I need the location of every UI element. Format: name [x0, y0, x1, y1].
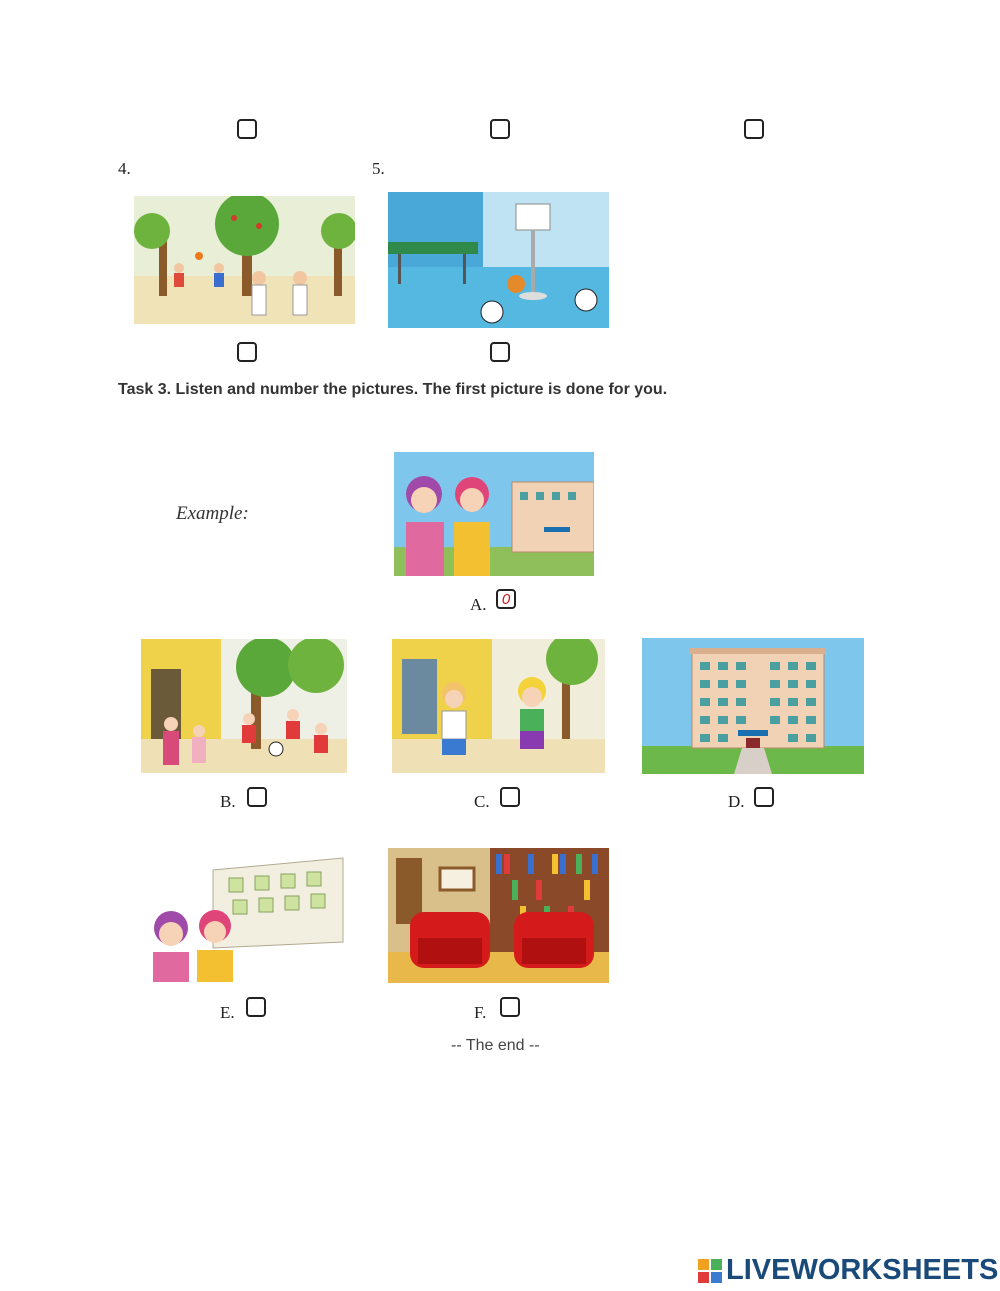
picture-gym: [388, 192, 609, 328]
end-text: -- The end --: [451, 1037, 540, 1054]
checkbox-top-2[interactable]: [490, 119, 510, 139]
picture-e-computer-room: [145, 856, 345, 982]
liveworksheets-logo: [698, 1254, 998, 1287]
checkbox-item-4[interactable]: [237, 342, 257, 362]
checkbox-top-3[interactable]: [744, 119, 764, 139]
picture-a-school: [394, 452, 594, 576]
picture-a-answer: 0: [501, 590, 511, 608]
picture-f-library: [388, 848, 609, 983]
item-4-number: 4.: [118, 159, 131, 178]
picture-e-answer-box[interactable]: [246, 997, 266, 1017]
picture-b-letter: B.: [220, 792, 236, 811]
picture-a-answer-box[interactable]: [496, 589, 516, 609]
picture-f-answer-box[interactable]: [500, 997, 520, 1017]
checkbox-item-5[interactable]: [490, 342, 510, 362]
picture-f-letter: F.: [474, 1003, 487, 1022]
picture-c-school-door: [392, 639, 605, 773]
picture-d-answer-box[interactable]: [754, 787, 774, 807]
task3-instruction: Task 3. Listen and number the pictures. The first picture is done for you.: [118, 381, 668, 398]
example-label: Example:: [176, 503, 249, 524]
picture-d-school-building: [642, 638, 864, 774]
item-5-number: 5.: [372, 159, 385, 178]
picture-c-answer-box[interactable]: [500, 787, 520, 807]
liveworksheets-logo-icon: [698, 1259, 722, 1283]
brand-name: LIVEWORKSHEETS: [726, 1254, 999, 1286]
picture-e-letter: E.: [220, 1003, 235, 1022]
picture-b-answer-box[interactable]: [247, 787, 267, 807]
picture-c-letter: C.: [474, 792, 490, 811]
checkbox-top-1[interactable]: [237, 119, 257, 139]
picture-a-letter: A.: [470, 595, 487, 614]
picture-d-letter: D.: [728, 792, 745, 811]
picture-park-play: [134, 196, 355, 324]
picture-b-playground: [141, 639, 347, 773]
